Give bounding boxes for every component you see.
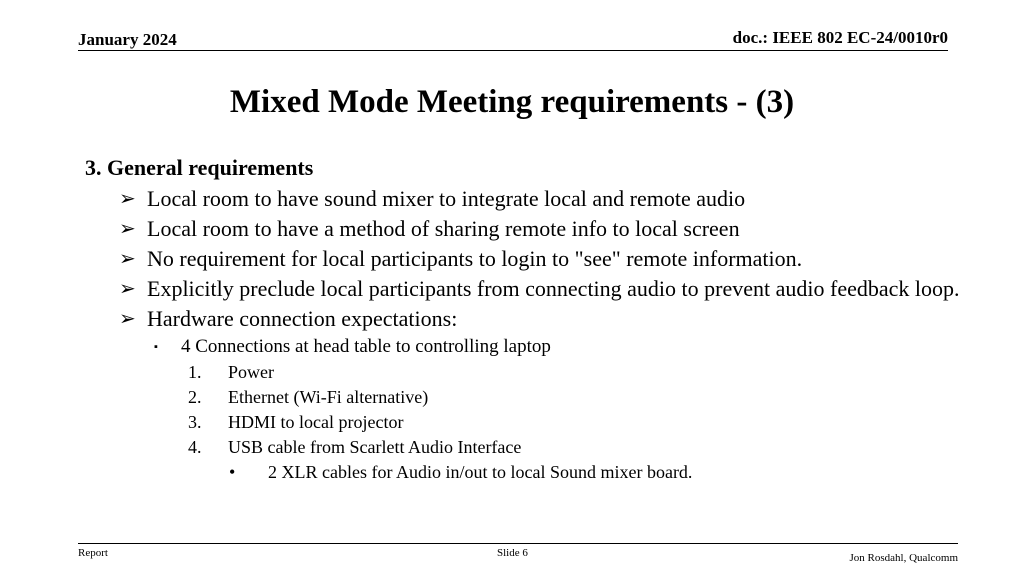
bullet-text: Explicitly preclude local participants from connecting audio to prevent audio feedback loop. — [147, 276, 960, 301]
header-divider — [78, 50, 948, 51]
bullet-text: Hardware connection expectations: — [147, 306, 458, 331]
arrow-bullet-icon: ➢ — [119, 218, 136, 240]
bullet-text: No requirement for local participants to login to "see" remote information. — [147, 246, 803, 271]
sub-bullet-text: 4 Connections at head table to controlling laptop — [181, 336, 551, 357]
numbered-item — [85, 436, 965, 459]
numbered-item — [85, 361, 965, 384]
item-number: 4. — [188, 437, 202, 457]
bullet-item — [85, 306, 965, 332]
arrow-bullet-icon: ➢ — [119, 278, 136, 300]
numbered-item — [85, 411, 965, 434]
footer-slide-number: Slide 6 — [497, 547, 528, 559]
item-number: 1. — [188, 362, 202, 382]
header-doc-id: doc.: IEEE 802 EC-24/0010r0 — [732, 28, 948, 47]
dot-bullet-icon: • — [229, 462, 236, 482]
footer-author: Jon Rosdahl, Qualcomm — [849, 552, 958, 564]
square-bullet-icon: ▪ — [154, 341, 158, 353]
bullet-item — [85, 216, 965, 242]
numbered-item — [85, 386, 965, 409]
arrow-bullet-icon: ➢ — [119, 188, 136, 210]
bullet-text: Local room to have sound mixer to integrate local and remote audio — [147, 186, 746, 211]
footer-report-label: Report — [78, 547, 108, 559]
slide-body — [85, 154, 965, 484]
section-heading: 3. General requirements — [85, 155, 314, 180]
item-number: 2. — [188, 387, 202, 407]
arrow-bullet-icon: ➢ — [119, 248, 136, 270]
sub-sub-bullet-text: 2 XLR cables for Audio in/out to local Sound mixer board. — [268, 462, 693, 482]
item-number: 3. — [188, 412, 202, 432]
slide-title: Mixed Mode Meeting requirements - (3) — [229, 84, 795, 120]
bullet-text: Local room to have a method of sharing remote info to local screen — [147, 216, 740, 241]
sub-bullet-item — [85, 335, 965, 359]
bullet-item — [85, 186, 965, 212]
footer-divider — [78, 543, 958, 544]
header-date: January 2024 — [78, 30, 177, 49]
bullet-item — [85, 276, 965, 302]
numbered-text: HDMI to local projector — [228, 412, 404, 432]
numbered-text: Power — [228, 362, 274, 382]
bullet-item — [85, 246, 965, 272]
numbered-text: USB cable from Scarlett Audio Interface — [228, 437, 522, 457]
sub-sub-bullet-item — [85, 461, 965, 484]
numbered-text: Ethernet (Wi-Fi alternative) — [228, 387, 429, 407]
arrow-bullet-icon: ➢ — [119, 308, 136, 330]
